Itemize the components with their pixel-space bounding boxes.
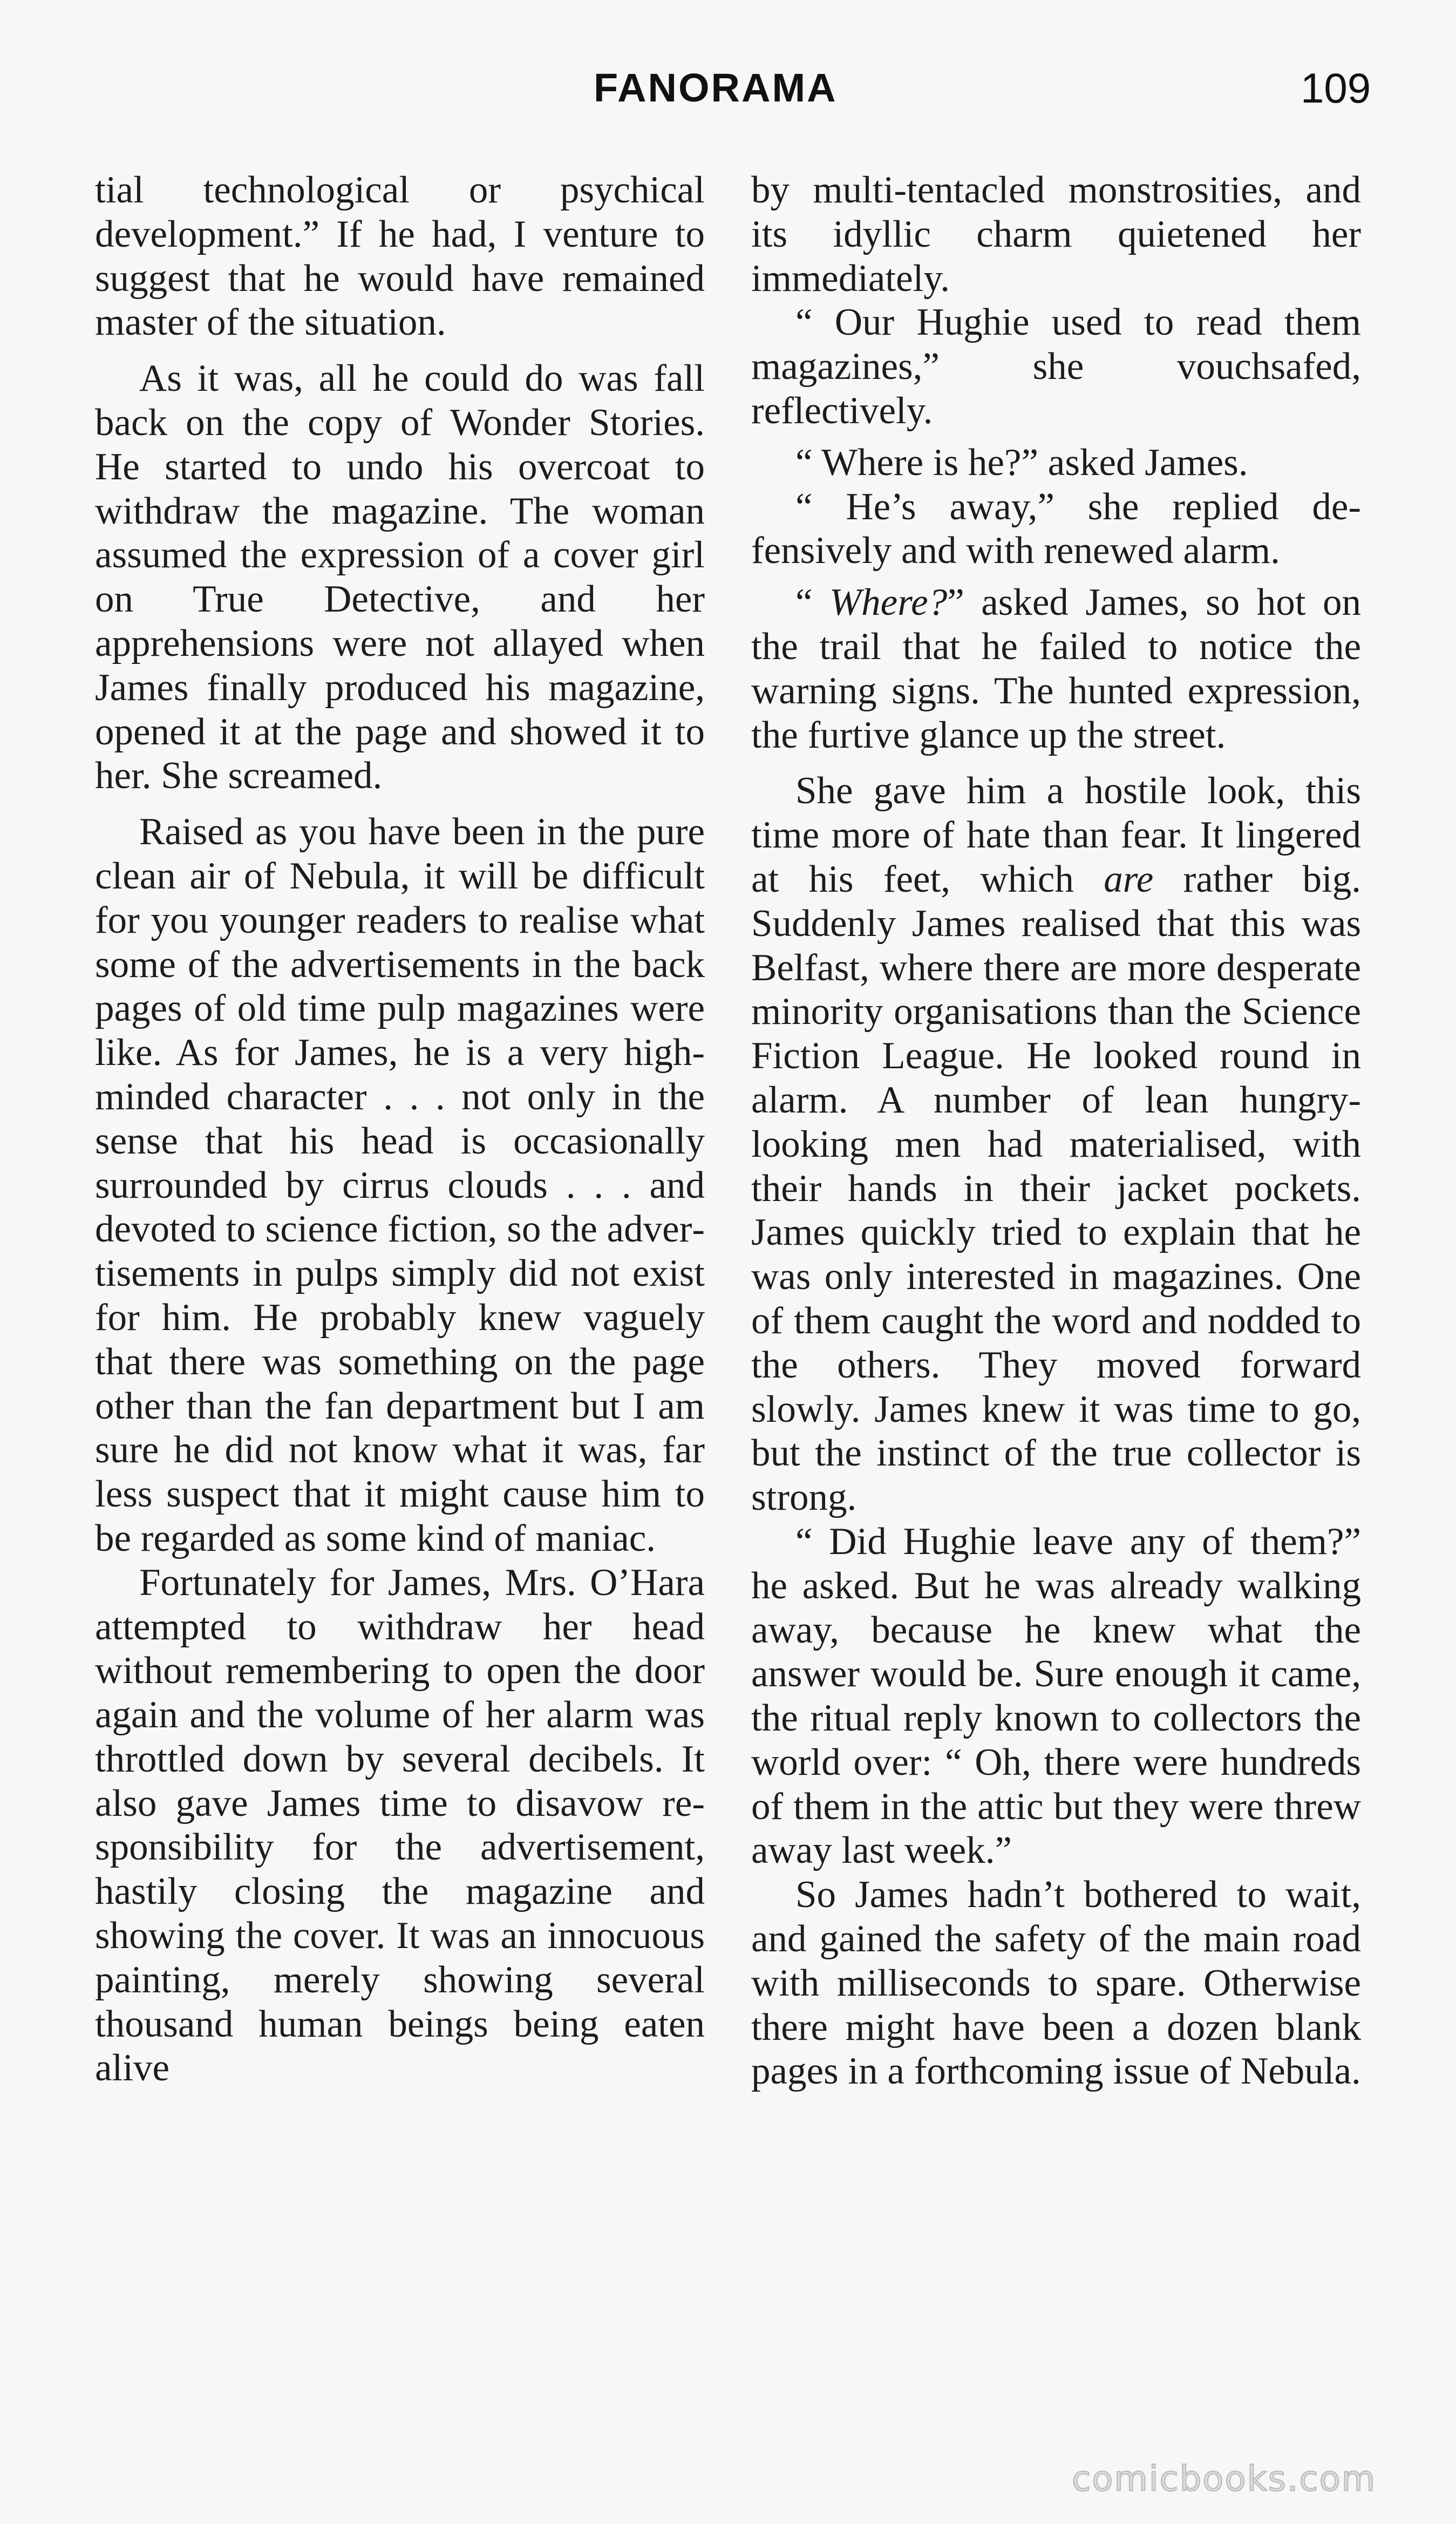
paragraph-text: ” asked James, so hot on the trail that he failed to notice the warning signs. The hunted expression, the furtive glance up the street. (751, 581, 1362, 756)
right-text-column (751, 168, 1361, 2094)
paragraph: “ Our Hughie used to read them magazines,” she vouchsafed, reflectively. (751, 301, 1361, 432)
paragraph-text: rather big. Suddenly James realised that this was Belfast, where there are more desperate minority organisations than the Science Fiction League. He looked round in alarm. A number of lean hungry-looking men had materialised, with their hands in their jacket pockets. James quickly tried to explain that he was only interested in magazines. One of them caught the word and nodded to the others. They moved forward slowly. James knew it was time to go, but the instinct of the true collector is strong. (751, 858, 1361, 1519)
paragraph: “ Where is he?” asked James. (795, 441, 1248, 484)
paragraph (751, 581, 1361, 757)
paragraph-text: She gave him a hostile look, this time more of hate than fear. It lingered at his feet, which (751, 770, 1361, 900)
running-head-title: FANORAMA (594, 65, 838, 110)
paragraph: by multi-tentacled monstrosities, and its idyllic charm quietened her immediately. (751, 169, 1361, 300)
quote-mark: “ (795, 581, 830, 624)
paragraph: So James hadn’t bothered to wait, and gained the safety of the main road with milliseconds to spare. Otherwise there might have been a dozen blank pages in a forthcoming issue of Nebula. (751, 1874, 1361, 2093)
paragraph: tial technological or psychical development.” If he had, I venture to suggest that he would have remained master of the situation. (95, 169, 705, 344)
left-text-column (95, 168, 705, 2091)
paragraph: “ Did Hughie leave any of them?” he asked. But he was already walking away, because he knew what the answer would be. Sure enough it came, the ritual reply known to collectors the world over: “ Oh, there were hundreds of them in the attic but they were threw away last week.” (751, 1520, 1361, 1872)
paragraph (751, 769, 1361, 1520)
paragraph: Fortunately for James, Mrs. O’Hara attempted to withdraw her head without remembering to open the door again and the volume of her alarm was throttled down by several decibels. It also gave James time to disavow responsibility for the advertisement, hastily closing the magazine and showing the cover. It was an innocuous painting, merely showing several thousand human beings being eaten alive (95, 1561, 705, 2089)
page-number: 109 (1301, 64, 1371, 112)
paragraph: “ He’s away,” she replied defensively and with renewed alarm. (751, 485, 1361, 572)
paragraph: As it was, all he could do was fall back on the copy of Wonder Stories. He started to undo his overcoat to withdraw the magazine. The woman assumed the expression of a cover girl on True Detective, and her apprehensions were not allayed when James finally produced his magazine, opened it at the page and showed it to her. She screamed. (95, 357, 705, 797)
italic-word: Where? (829, 581, 948, 624)
italic-word: are (1104, 858, 1154, 900)
site-watermark: comicbooks.com (1072, 2459, 1377, 2499)
paragraph: Raised as you have been in the pure clean air of Nebula, it will be difficult for you younger readers to realise what some of the advertisements in the back pages of old time pulp magazines were like. As for James, he is a very high-minded character . . . not only in the sense that his head is occasionally surrounded by cirrus clouds . . . and devoted to science fiction, so the advertisements in pulps simply did not exist for him. He probably knew vaguely that there was something on the page other than the fan department but I am sure he did not know what it was, far less suspect that it might cause him to be regarded as some kind of maniac. (95, 811, 705, 1559)
